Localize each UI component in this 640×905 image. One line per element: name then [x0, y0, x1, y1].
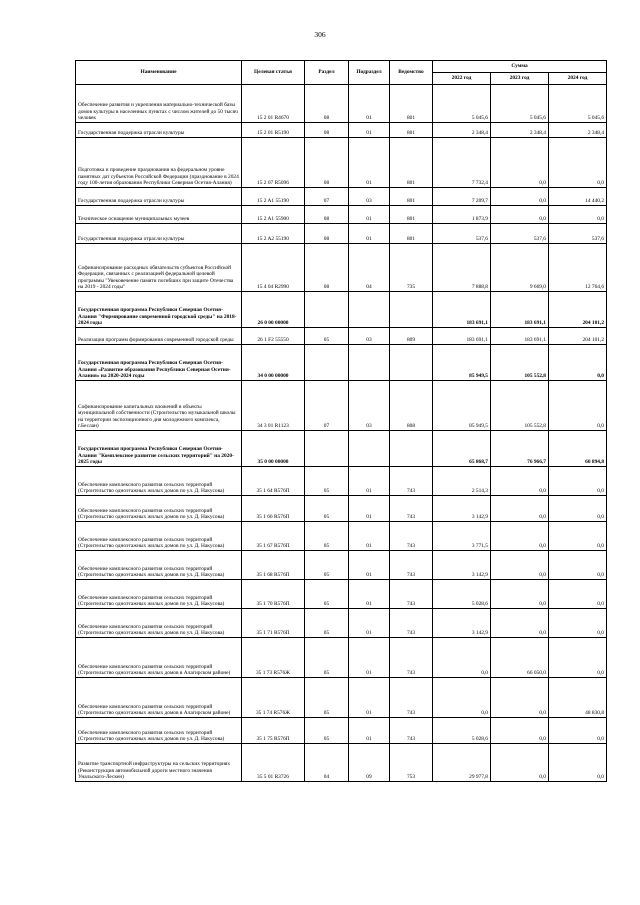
row-name: Развитие транспортной инфраструктуры на сельских территориях (Реконструкция автомобильной дороги местного значения Унальского-Лескен) — [76, 744, 242, 782]
header-subsection: Подраздел — [349, 61, 390, 85]
row-section: 05 — [305, 551, 349, 580]
table-row — [76, 292, 607, 328]
row-section — [305, 292, 349, 328]
table-row — [76, 244, 607, 292]
row-sum-2022: 2 514,3 — [433, 467, 491, 496]
row-subsection: 01 — [349, 678, 390, 718]
row-department: 743 — [390, 609, 433, 638]
row-sum-2023: 0,0 — [491, 467, 549, 496]
row-sum-2023: 0,0 — [491, 718, 549, 744]
row-target-code: 15 2 A1 55900 — [242, 206, 305, 224]
row-subsection: 01 — [349, 609, 390, 638]
row-sum-2022: 85 949,5 — [433, 345, 491, 381]
row-sum-2022: 3 771,5 — [433, 522, 491, 551]
row-sum-2022: 5 028,6 — [433, 718, 491, 744]
row-name: Государственная поддержка отрасли культуры — [76, 123, 242, 138]
row-name: Обеспечение комплексного развития сельских территорий (Строительство одноэтажных жилых домов по ул. Д. Накусова) — [76, 718, 242, 744]
row-section: 08 — [305, 123, 349, 138]
row-sum-2022: 183 691,1 — [433, 292, 491, 328]
row-sum-2023: 183 691,1 — [491, 292, 549, 328]
row-name: Обеспечение комплексного развития сельских территорий (Строительство одноэтажных жилых домов по ул. Д. Накусова) — [76, 522, 242, 551]
budget-table — [75, 60, 607, 782]
table-row — [76, 522, 607, 551]
row-subsection — [349, 292, 390, 328]
row-subsection: 01 — [349, 551, 390, 580]
row-name: Обеспечение комплексного развития сельских территорий (Строительство одноэтажных жилых домов по ул. Д. Накусова) — [76, 551, 242, 580]
header-department: Ведомство — [390, 61, 433, 85]
row-sum-2024: 0,0 — [549, 138, 607, 188]
row-section — [305, 345, 349, 381]
row-sum-2022: 0,0 — [433, 678, 491, 718]
row-sum-2024: 0,0 — [549, 551, 607, 580]
row-name: Государственная программа Республики Северная Осетия-Алания "Комплексное развитие сельских территорий" на 2020-2025 годы — [76, 431, 242, 467]
table-row — [76, 580, 607, 609]
row-section: 04 — [305, 744, 349, 782]
table-row — [76, 138, 607, 188]
row-sum-2022: 183 691,1 — [433, 328, 491, 345]
table-body — [76, 85, 607, 782]
table-row — [76, 467, 607, 496]
table-row — [76, 638, 607, 678]
row-subsection: 01 — [349, 496, 390, 522]
row-name: Государственная программа Республики Северная Осетия-Алания «Развитие образования Республики Северная Осетия-Алания» на 2020-2024 годы — [76, 345, 242, 381]
row-sum-2024: 204 101,2 — [549, 292, 607, 328]
row-sum-2023: 0,0 — [491, 188, 549, 206]
row-section: 05 — [305, 496, 349, 522]
row-subsection: 01 — [349, 522, 390, 551]
row-sum-2024: 0,0 — [549, 744, 607, 782]
row-department: 801 — [390, 188, 433, 206]
row-section: 08 — [305, 85, 349, 123]
row-target-code: 34 3 01 R1123 — [242, 381, 305, 431]
row-department: 801 — [390, 138, 433, 188]
table-row — [76, 718, 607, 744]
row-target-code: 35 1 64 R576П — [242, 467, 305, 496]
row-sum-2023: 105 552,8 — [491, 345, 549, 381]
row-sum-2023: 0,0 — [491, 744, 549, 782]
row-sum-2023: 5 045,6 — [491, 85, 549, 123]
row-sum-2022: 85 949,5 — [433, 381, 491, 431]
row-department: 801 — [390, 85, 433, 123]
row-sum-2022: 5 028,6 — [433, 580, 491, 609]
row-subsection: 04 — [349, 244, 390, 292]
row-subsection: 09 — [349, 744, 390, 782]
table-row — [76, 345, 607, 381]
row-name: Обеспечение комплексного развития сельских территорий (Строительство одноэтажных жилых домов по ул. Д. Накусова) — [76, 580, 242, 609]
table-header — [76, 61, 607, 85]
row-subsection: 01 — [349, 206, 390, 224]
row-name: Обеспечение развития и укрепления материально-технической базы домов культуры в населенных пунктах с числом жителей до 50 тысяч человек — [76, 85, 242, 123]
row-subsection: 01 — [349, 85, 390, 123]
header-sum: Сумма — [433, 61, 607, 73]
row-sum-2023: 2 348,4 — [491, 123, 549, 138]
row-sum-2023: 183 691,1 — [491, 328, 549, 345]
row-target-code: 35 1 71 R576П — [242, 609, 305, 638]
row-sum-2024: 2 348,4 — [549, 123, 607, 138]
row-target-code: 15 2 07 R5096 — [242, 138, 305, 188]
row-department: 753 — [390, 744, 433, 782]
row-department — [390, 345, 433, 381]
row-section: 07 — [305, 188, 349, 206]
row-sum-2024: 0,0 — [549, 609, 607, 638]
row-sum-2023: 9 669,0 — [491, 244, 549, 292]
row-section: 08 — [305, 138, 349, 188]
row-target-code: 35 1 74 R576Ж — [242, 678, 305, 718]
row-department — [390, 292, 433, 328]
row-section — [305, 431, 349, 467]
header-code: Целевая статья — [242, 61, 305, 85]
row-department: 801 — [390, 206, 433, 224]
row-name: Государственная поддержка отрасли культуры — [76, 224, 242, 244]
row-section: 08 — [305, 224, 349, 244]
row-sum-2022: 7 888,8 — [433, 244, 491, 292]
row-sum-2022: 29 977,8 — [433, 744, 491, 782]
row-sum-2024: 0,0 — [549, 580, 607, 609]
table-row — [76, 123, 607, 138]
row-target-code: 15 2 A1 55190 — [242, 188, 305, 206]
row-sum-2023: 537,6 — [491, 224, 549, 244]
row-subsection: 03 — [349, 188, 390, 206]
row-name: Софинансирование расходных обязательств субъектов Российской Федерации, связанных с реализацией федеральной целевой программы "Увековечение памяти погибших при защите Отечества на 2019 - 2024 годы" — [76, 244, 242, 292]
row-section: 05 — [305, 522, 349, 551]
row-department: 743 — [390, 638, 433, 678]
row-target-code: 15 2 A2 55190 — [242, 224, 305, 244]
row-target-code: 35 1 75 R576П — [242, 718, 305, 744]
row-sum-2022: 1 873,9 — [433, 206, 491, 224]
row-sum-2022: 537,6 — [433, 224, 491, 244]
row-subsection: 01 — [349, 580, 390, 609]
row-target-code: 35 5 01 R3726 — [242, 744, 305, 782]
row-name: Государственная программа Республики Северная Осетия-Алания "Формирование современной городской среды" на 2018-2024 годы — [76, 292, 242, 328]
row-name: Обеспечение комплексного развития сельских территорий (Строительство одноэтажных жилых домов по ул. Д. Накусова) — [76, 609, 242, 638]
row-section: 05 — [305, 328, 349, 345]
row-sum-2023: 0,0 — [491, 551, 549, 580]
row-section: 07 — [305, 381, 349, 431]
row-subsection: 01 — [349, 718, 390, 744]
row-name: Обеспечение комплексного развития сельских территорий (Строительство одноэтажных жилых домов в Алагирском районе) — [76, 678, 242, 718]
row-sum-2023: 0,0 — [491, 609, 549, 638]
row-sum-2023: 0,0 — [491, 678, 549, 718]
row-target-code: 15 4 04 R2990 — [242, 244, 305, 292]
row-sum-2024: 204 101,2 — [549, 328, 607, 345]
table-row — [76, 381, 607, 431]
table-row — [76, 328, 607, 345]
table-row — [76, 609, 607, 638]
row-sum-2024: 48 830,8 — [549, 678, 607, 718]
row-department: 743 — [390, 551, 433, 580]
table-row — [76, 496, 607, 522]
row-target-code: 35 1 70 R576П — [242, 580, 305, 609]
row-department: 801 — [390, 224, 433, 244]
row-department: 808 — [390, 381, 433, 431]
row-subsection: 01 — [349, 224, 390, 244]
row-department: 809 — [390, 328, 433, 345]
row-sum-2024: 0,0 — [549, 206, 607, 224]
table-row — [76, 678, 607, 718]
row-sum-2022: 7 209,7 — [433, 188, 491, 206]
row-section: 05 — [305, 467, 349, 496]
row-department: 743 — [390, 678, 433, 718]
row-sum-2024: 0,0 — [549, 638, 607, 678]
row-department — [390, 431, 433, 467]
row-target-code: 35 1 66 R576П — [242, 496, 305, 522]
row-target-code: 34 0 00 00000 — [242, 345, 305, 381]
row-sum-2023: 0,0 — [491, 496, 549, 522]
row-sum-2023: 66 050,0 — [491, 638, 549, 678]
row-sum-2024: 14 440,2 — [549, 188, 607, 206]
row-sum-2024: 0,0 — [549, 467, 607, 496]
row-department: 743 — [390, 718, 433, 744]
header-year-2022: 2022 год — [433, 73, 491, 85]
row-sum-2022: 7 732,4 — [433, 138, 491, 188]
row-sum-2024: 0,0 — [549, 381, 607, 431]
table-row — [76, 744, 607, 782]
row-subsection — [349, 345, 390, 381]
row-target-code: 15 2 01 R5190 — [242, 123, 305, 138]
row-name: Обеспечение комплексного развития сельских территорий (Строительство одноэтажных жилых домов в Алагирском районе) — [76, 638, 242, 678]
row-sum-2023: 0,0 — [491, 206, 549, 224]
row-sum-2022: 5 045,6 — [433, 85, 491, 123]
table-row — [76, 224, 607, 244]
row-sum-2023: 76 966,7 — [491, 431, 549, 467]
row-target-code: 35 1 73 R576Ж — [242, 638, 305, 678]
row-name: Обеспечение комплексного развития сельских территорий (Строительство одноэтажных жилых домов по ул. Д. Накусова) — [76, 467, 242, 496]
row-section: 05 — [305, 638, 349, 678]
row-sum-2023: 105 552,8 — [491, 381, 549, 431]
row-sum-2022: 65 868,7 — [433, 431, 491, 467]
page-number: 306 — [314, 30, 326, 39]
row-sum-2023: 0,0 — [491, 580, 549, 609]
row-name: Реализация программ формирования современной городской среды — [76, 328, 242, 345]
row-sum-2022: 3 142,9 — [433, 496, 491, 522]
row-sum-2024: 60 894,8 — [549, 431, 607, 467]
row-subsection: 01 — [349, 638, 390, 678]
row-department: 801 — [390, 123, 433, 138]
row-section: 05 — [305, 718, 349, 744]
table-row — [76, 551, 607, 580]
table-row — [76, 206, 607, 224]
row-target-code: 35 1 67 R576П — [242, 522, 305, 551]
table-row — [76, 188, 607, 206]
table-row — [76, 431, 607, 467]
row-subsection — [349, 431, 390, 467]
row-target-code: 26 1 F2 55550 — [242, 328, 305, 345]
row-subsection: 03 — [349, 381, 390, 431]
row-sum-2024: 537,6 — [549, 224, 607, 244]
row-target-code: 15 2 01 R4670 — [242, 85, 305, 123]
row-subsection: 01 — [349, 123, 390, 138]
row-section: 05 — [305, 678, 349, 718]
row-name: Обеспечение комплексного развития сельских территорий (Строительство одноэтажных жилых домов по ул. Д. Накусова) — [76, 496, 242, 522]
row-sum-2022: 3 142,9 — [433, 609, 491, 638]
row-name: Софинансирование капитальных вложений в объекты муниципальной собственности (Строительство музыкальной школы на территории экспозиционного дня молодежного комплекса, г.Беслан) — [76, 381, 242, 431]
row-sum-2024: 0,0 — [549, 496, 607, 522]
row-subsection: 03 — [349, 328, 390, 345]
row-sum-2024: 12 764,6 — [549, 244, 607, 292]
row-sum-2023: 0,0 — [491, 522, 549, 551]
header-section: Раздел — [305, 61, 349, 85]
row-department: 743 — [390, 496, 433, 522]
row-sum-2024: 0,0 — [549, 522, 607, 551]
row-department: 743 — [390, 580, 433, 609]
row-sum-2024: 5 045,6 — [549, 85, 607, 123]
row-sum-2024: 0,0 — [549, 345, 607, 381]
row-target-code: 26 0 00 00000 — [242, 292, 305, 328]
row-sum-2022: 2 348,4 — [433, 123, 491, 138]
row-section: 05 — [305, 609, 349, 638]
table-row — [76, 85, 607, 123]
row-sum-2023: 0,0 — [491, 138, 549, 188]
row-department: 735 — [390, 244, 433, 292]
row-subsection: 01 — [349, 138, 390, 188]
row-name: Подготовка и проведение празднования на федеральном уровне памятных дат субъектов Российской Федерации (празднование в 2024 году 100-летия образования Республики Северная Осетия-Алания) — [76, 138, 242, 188]
header-year-2024: 2024 год — [549, 73, 607, 85]
row-subsection: 01 — [349, 467, 390, 496]
row-department: 743 — [390, 522, 433, 551]
row-sum-2022: 3 142,9 — [433, 551, 491, 580]
row-department: 743 — [390, 467, 433, 496]
header-year-2023: 2023 год — [491, 73, 549, 85]
row-section: 08 — [305, 206, 349, 224]
row-name: Государственная поддержка отрасли культуры — [76, 188, 242, 206]
row-section: 08 — [305, 244, 349, 292]
row-name: Техническое оснащение муниципальных музеев — [76, 206, 242, 224]
row-section: 05 — [305, 580, 349, 609]
row-sum-2022: 0,0 — [433, 638, 491, 678]
row-target-code: 35 0 00 00000 — [242, 431, 305, 467]
row-sum-2024: 0,0 — [549, 718, 607, 744]
row-target-code: 35 1 68 R576П — [242, 551, 305, 580]
header-name: Наименование — [76, 61, 242, 85]
